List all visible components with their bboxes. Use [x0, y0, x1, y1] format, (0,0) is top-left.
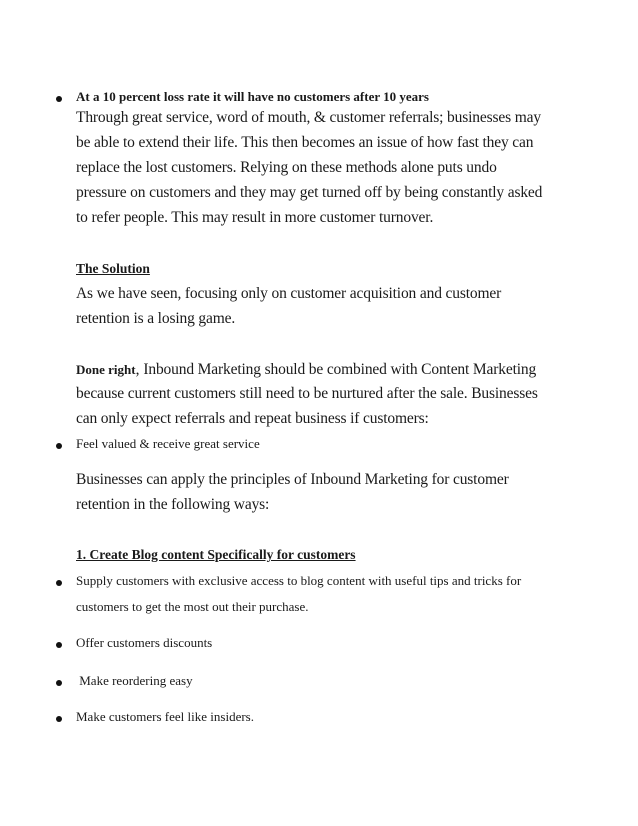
- blog-heading: 1. Create Blog content Specifically for customers: [76, 547, 356, 562]
- paragraph-line: to refer people. This may result in more customer turnover.: [76, 209, 434, 226]
- paragraph-line: Through great service, word of mouth, & customer referrals; businesses may: [76, 109, 541, 126]
- bullet-icon: [56, 443, 62, 449]
- paragraph-line: retention is a losing game.: [76, 310, 236, 327]
- solution-heading: The Solution: [76, 261, 150, 276]
- bullet-icon: [56, 642, 62, 648]
- list-item: Make reordering easy: [76, 673, 193, 688]
- paragraph-line: As we have seen, focusing only on customer acquisition and customer: [76, 285, 502, 302]
- paragraph-line: replace the lost customers. Relying on these methods alone puts undo: [76, 159, 497, 176]
- done-right-rest: Inbound Marketing should be combined with Content Marketing: [143, 361, 537, 378]
- bullet-icon: [56, 580, 62, 586]
- list-item: Supply customers with exclusive access to blog content with useful tips and tricks for: [76, 573, 522, 588]
- paragraph-line: Businesses can apply the principles of Inbound Marketing for customer: [76, 471, 509, 488]
- done-right-lead: Done right: [76, 362, 136, 377]
- paragraph-line: pressure on customers and they may get turned off by being constantly asked: [76, 184, 543, 201]
- paragraph-line: be able to extend their life. This then becomes an issue of how fast they can: [76, 134, 534, 151]
- paragraph-line: retention in the following ways:: [76, 496, 270, 513]
- list-item: Offer customers discounts: [76, 635, 213, 650]
- list-item: Feel valued & receive great service: [76, 436, 260, 451]
- section-heading: At a 10 percent loss rate it will have no customers after 10 years: [76, 89, 429, 104]
- done-right-line: [76, 361, 536, 379]
- paragraph-line: because current customers still need to be nurtured after the sale. Businesses: [76, 385, 538, 402]
- bullet-icon: [56, 716, 62, 722]
- list-item: Make customers feel like insiders.: [76, 709, 254, 724]
- paragraph-line: can only expect referrals and repeat business if customers:: [76, 410, 429, 427]
- done-right-comma: ,: [135, 361, 140, 378]
- bullet-icon: [56, 680, 62, 686]
- list-item-continuation: customers to get the most out their purchase.: [76, 599, 309, 614]
- bullet-icon: [56, 96, 62, 102]
